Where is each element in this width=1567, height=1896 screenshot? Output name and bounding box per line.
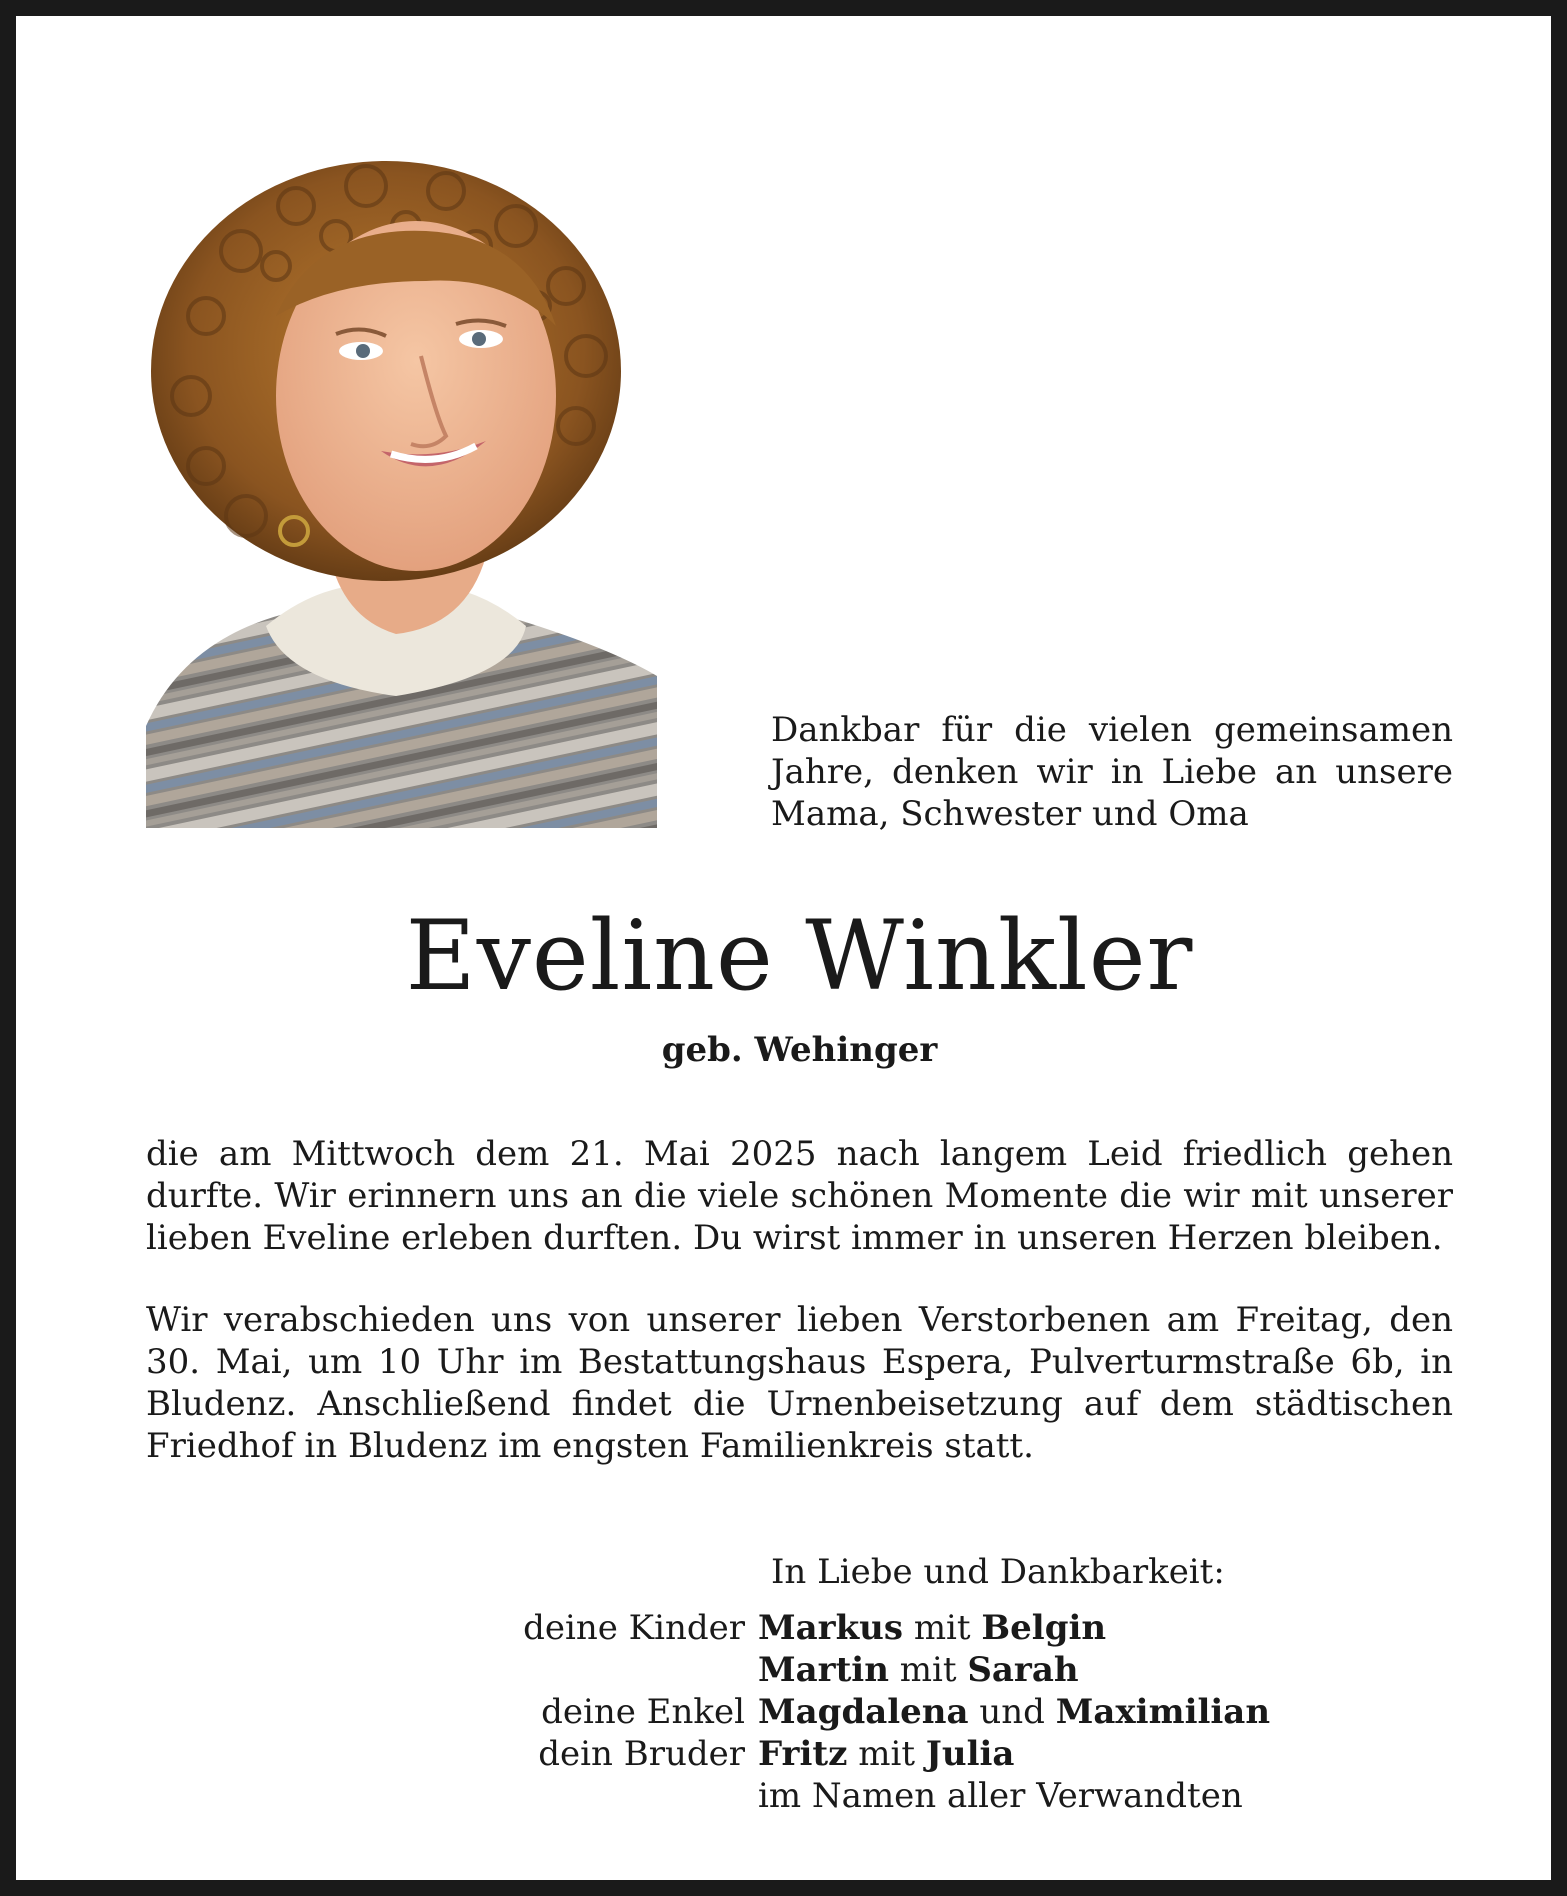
- family-relation: dein Bruder: [538, 1734, 745, 1774]
- family-names: [758, 1733, 1014, 1775]
- portrait-illustration: [146, 156, 657, 828]
- intro-text: Dankbar für die vielen gemeinsamen Jahre, denken wir in Liebe an unsere Mama, Schwester und Oma: [771, 710, 1453, 834]
- family-name: Magdalena: [758, 1692, 969, 1732]
- family-name: Sarah: [967, 1650, 1079, 1690]
- family-name: Maximilian: [1055, 1692, 1271, 1732]
- family-names: [758, 1691, 1270, 1733]
- signoff-heading: In Liebe und Dankbarkeit:: [771, 1552, 1225, 1592]
- family-names: [758, 1649, 1079, 1691]
- family-name: Fritz: [758, 1734, 848, 1774]
- signoff-closing: im Namen aller Verwandten: [758, 1776, 1243, 1816]
- family-list: [316, 1607, 1270, 1817]
- deceased-name: Eveline Winkler: [405, 900, 1194, 1012]
- family-joiner: mit: [913, 1608, 971, 1648]
- family-joiner: mit: [858, 1734, 915, 1774]
- funeral-details-paragraph: Wir verabschieden uns von unserer lieben Verstorbenen am Freitag, den 30. Mai, um 10 Uhr im Bestattungshaus Espera, Pulverturmstraße 6b, in Bludenz. Anschließend findet die Urnenbeisetzung auf dem städtischen Friedhof in Bludenz im engsten Familienkreis statt.: [146, 1300, 1453, 1466]
- family-row: [316, 1691, 1270, 1733]
- family-row: [316, 1775, 1270, 1817]
- family-joiner: und: [979, 1692, 1045, 1732]
- maiden-name: geb. Wehinger: [661, 1030, 938, 1070]
- family-name: Julia: [925, 1734, 1015, 1774]
- family-name: Belgin: [981, 1608, 1107, 1648]
- family-relation: deine Kinder: [523, 1608, 745, 1648]
- family-row: [316, 1649, 1270, 1691]
- family-name: Martin: [758, 1650, 889, 1690]
- portrait-photo: [146, 156, 657, 828]
- family-names: [758, 1607, 1106, 1649]
- family-relation: [316, 1649, 758, 1691]
- family-joiner: mit: [899, 1650, 957, 1690]
- family-relation: deine Enkel: [541, 1692, 745, 1732]
- family-row: [316, 1607, 1270, 1649]
- family-row: [316, 1733, 1270, 1775]
- announcement-paragraph: die am Mittwoch dem 21. Mai 2025 nach langem Leid friedlich gehen durfte. Wir erinnern uns an die viele schönen Momente die wir mit unserer lieben Eveline erleben durften. Du wirst immer in unseren Herzen bleiben.: [146, 1134, 1453, 1258]
- family-name: Markus: [758, 1608, 903, 1648]
